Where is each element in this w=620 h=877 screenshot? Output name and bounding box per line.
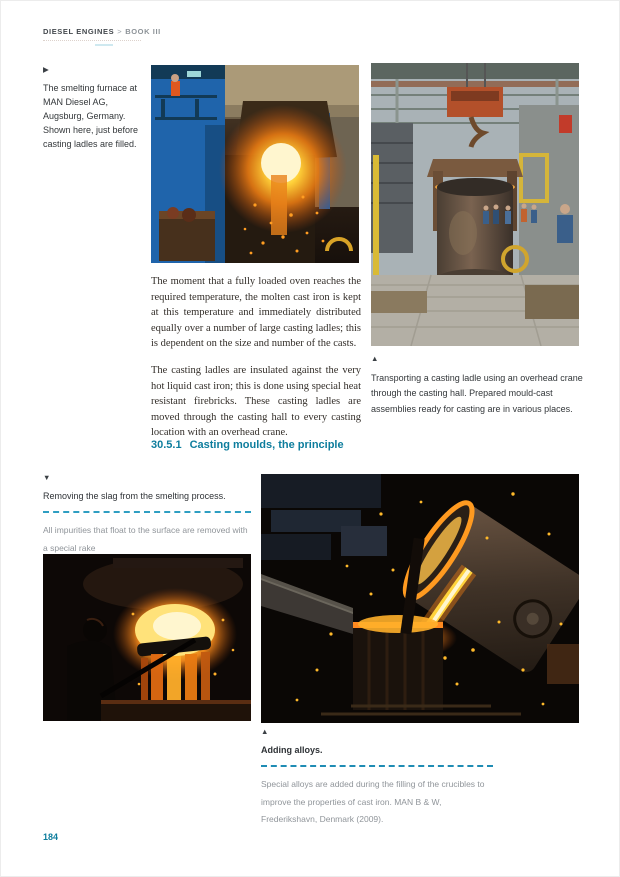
caption-subtext: All impurities that float to the surface are removed with a special rake <box>43 525 248 553</box>
photo-casting-hall-crane <box>371 63 579 346</box>
dashed-divider <box>261 765 493 767</box>
caption-title: Adding alloys. <box>261 745 323 755</box>
photo-adding-alloys <box>261 474 579 723</box>
book-section: BOOK III <box>125 27 161 36</box>
dashed-divider <box>43 511 251 513</box>
breadcrumb-separator: > <box>117 27 123 36</box>
caption-adding-alloys <box>261 725 493 829</box>
section-heading <box>151 439 344 451</box>
paragraph-oven-temperature: The moment that a fully loaded oven reaches the required temperature, the molten cast iron is kept at this temperature and immediately distributed equally over a number of large casting ladles; this is dependent on the size and number of the casts. <box>151 276 361 350</box>
caption-subtext: Special alloys are added during the filling of the crucibles to improve the properties of cast iron. MAN B & W, Frederikshavn, Denmark (2009). <box>261 779 485 824</box>
section-title: Casting moulds, the principle <box>189 439 344 451</box>
page-number: 184 <box>43 832 59 842</box>
down-triangle-icon: ▼ <box>43 473 51 482</box>
caption-transporting-ladle <box>371 351 583 417</box>
caption-removing-slag <box>43 471 251 557</box>
right-triangle-icon: ▶ <box>43 65 49 74</box>
section-number: 30.5.1 <box>151 439 182 451</box>
book-title: DIESEL ENGINES <box>43 27 115 36</box>
up-triangle-icon: ▲ <box>371 354 379 363</box>
up-triangle-icon: ▲ <box>261 727 269 736</box>
caption-text: Transporting a casting ladle using an overhead crane through the casting hall. Prepared mould-cast assemblies ready for casting are in various places. <box>371 372 583 414</box>
caption-text: The smelting furnace at MAN Diesel AG, Augsburg, Germany. Shown here, just before casting ladles are filled. <box>43 83 139 149</box>
photo-removing-slag <box>43 554 251 721</box>
caption-title: Removing the slag from the smelting process. <box>43 491 226 501</box>
paragraph-casting-ladles: The casting ladles are insulated against the very hot liquid cast iron; this is done using special heat resistant firebricks. These casting ladles are moved through the casting hall to every casting location with an overhead crane. <box>151 364 361 439</box>
body-text-column <box>151 274 361 441</box>
caption-smelting-furnace <box>43 63 149 151</box>
running-header <box>43 27 161 36</box>
header-rule-accent <box>95 44 113 46</box>
photo-smelting-furnace <box>151 65 359 263</box>
header-rule <box>43 40 141 41</box>
